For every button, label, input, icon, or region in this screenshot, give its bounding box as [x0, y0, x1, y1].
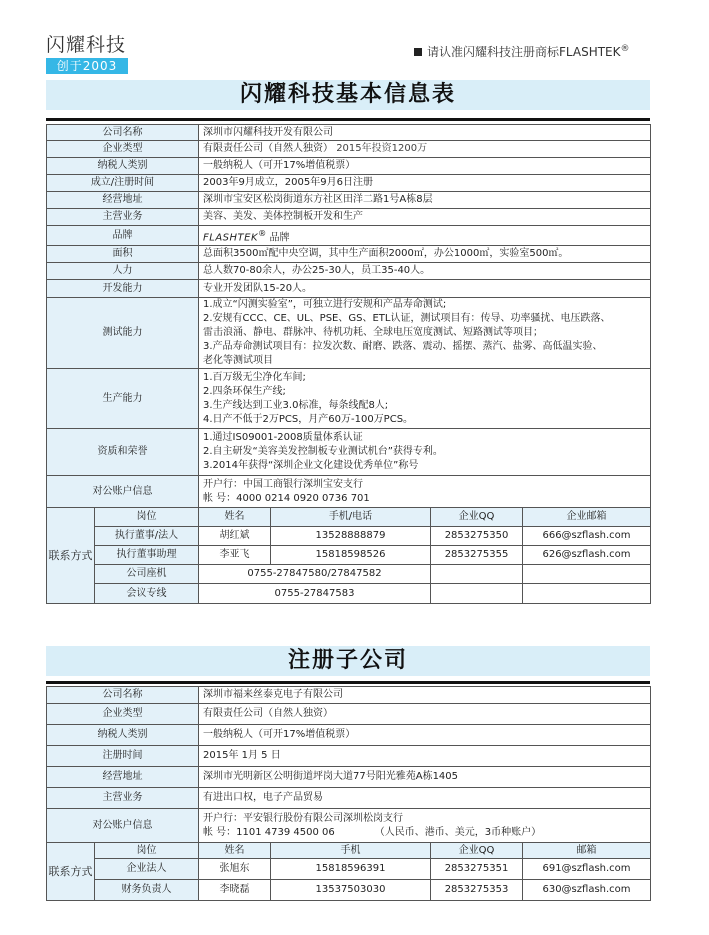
row-value: 一般纳税人（可开17%增值税票）	[199, 158, 651, 175]
contact-row	[47, 546, 651, 565]
contact-phone: 15818598526	[271, 546, 431, 565]
row-label: 面积	[47, 246, 199, 263]
contact-row	[47, 565, 651, 584]
row-label: 经营地址	[47, 767, 199, 788]
row-label: 公司名称	[47, 125, 199, 141]
row-value: 美容、美发、美体控制板开发和生产	[199, 209, 651, 226]
contact-phone: 0755-27847583	[199, 584, 431, 604]
table-row	[47, 429, 651, 476]
production-label: 生产能力	[47, 369, 199, 429]
production-line: 2.四条环保生产线;	[203, 385, 286, 397]
contact-email: 630@szflash.com	[523, 880, 651, 901]
table-row	[47, 767, 651, 788]
row-label: 开发能力	[47, 280, 199, 298]
table-row	[47, 476, 651, 508]
row-value: 深圳市闪耀科技开发有限公司	[199, 125, 651, 141]
logo-name: 闪耀科技	[46, 34, 127, 56]
contact-role: 执行董事助理	[95, 546, 199, 565]
contact-vertical-label: 联系方式	[47, 843, 95, 901]
column-header: 岗位	[95, 843, 199, 859]
contact-phone: 0755-27847580/27847582	[199, 565, 431, 584]
table-row	[47, 809, 651, 843]
table-row	[47, 298, 651, 369]
row-label: 经营地址	[47, 192, 199, 209]
row-value: 专业开发团队15-20人。	[199, 280, 651, 298]
row-label: 主营业务	[47, 209, 199, 226]
contact-qq: 2853275355	[431, 546, 523, 565]
contact-name: 李晓磊	[199, 880, 271, 901]
row-value: 有限责任公司（自然人独资）	[203, 143, 333, 154]
bank-line: 帐 号：1101 4739 4500 06	[203, 826, 335, 838]
column-header: 手机	[271, 843, 431, 859]
honors-label: 资质和荣誉	[47, 429, 199, 476]
row-value: 有限责任公司（自然人独资）	[199, 704, 651, 725]
column-header: 姓名	[199, 843, 271, 859]
row-value: 深圳市光明新区公明街道坪岗大道77号阳光雅苑A栋1405	[199, 767, 651, 788]
slogan-text: 请认准闪耀科技注册商标FLASHTEK	[427, 45, 621, 59]
row-value: 总面积3500㎡配中央空调，其中生产面积2000㎡，办公1000㎡，实验室500㎡。	[199, 246, 651, 263]
row-label: 纳税人类别	[47, 158, 199, 175]
brand-name: FLASHTEK	[203, 232, 259, 244]
contact-name: 胡红斌	[199, 527, 271, 546]
contact-qq: 2853275350	[431, 527, 523, 546]
contact-qq: 2853275351	[431, 859, 523, 880]
contact-phone: 15818596391	[271, 859, 431, 880]
subsidiary-table	[46, 686, 651, 901]
row-value: 2015年 1月 5 日	[199, 746, 651, 767]
bank-label: 对公账户信息	[47, 809, 199, 843]
contact-row	[47, 584, 651, 604]
contact-qq: 2853275353	[431, 880, 523, 901]
table-row	[47, 369, 651, 429]
contact-vertical-label: 联系方式	[47, 508, 95, 604]
table-row	[47, 704, 651, 725]
table-row	[47, 280, 651, 298]
honors-line: 1.通过IS09001-2008质量体系认证	[203, 432, 363, 444]
column-header: 岗位	[95, 508, 199, 527]
honors-line: 2.自主研发“美容美发控制板专业测试机台”获得专利。	[203, 446, 443, 458]
contact-role: 会议专线	[95, 584, 199, 604]
contact-row	[47, 527, 651, 546]
row-value: 深圳市福来丝泰克电子有限公司	[199, 687, 651, 704]
bank-line: 开户行：平安银行股份有限公司深圳松岗支行	[203, 812, 403, 824]
row-value: 总人数70-80余人，办公25-30人，员工35-40人。	[199, 263, 651, 280]
column-header: 企业QQ	[431, 508, 523, 527]
section1-divider	[46, 118, 650, 121]
row-label: 纳税人类别	[47, 725, 199, 746]
column-header: 手机/电话	[271, 508, 431, 527]
investment-note: 2015年投资1200万	[336, 143, 428, 154]
section2-title: 注册子公司	[46, 646, 650, 676]
table-row	[47, 125, 651, 141]
testing-line: 2.安规有CCC、CE、UL、PSE、GS、ETL认证，测试项目有：传导、功率骚扰、电压跌落、	[203, 313, 611, 325]
section1-title: 闪耀科技基本信息表	[46, 80, 650, 110]
bank-label: 对公账户信息	[47, 476, 199, 508]
square-bullet-icon	[414, 48, 422, 56]
table-row	[47, 141, 651, 158]
table-row	[47, 746, 651, 767]
row-label: 企业类型	[47, 141, 199, 158]
contact-name: 张旭东	[199, 859, 271, 880]
contact-email: 691@szflash.com	[523, 859, 651, 880]
currency-note: （人民币、港币、美元，3币种账户）	[374, 826, 542, 838]
column-header: 企业邮箱	[523, 508, 651, 527]
table-row	[47, 158, 651, 175]
contact-role: 财务负责人	[95, 880, 199, 901]
column-header: 邮箱	[523, 843, 651, 859]
production-line: 4.日产不低于2万PCS，月产60万-100万PCS。	[203, 413, 414, 425]
table-row	[47, 788, 651, 809]
table-row	[47, 725, 651, 746]
contact-row	[47, 859, 651, 880]
table-row	[47, 263, 651, 280]
testing-line: 1.成立“闪测实验室”，可独立进行安规和产品寿命测试;	[203, 299, 447, 311]
table-row	[47, 687, 651, 704]
basic-info-table	[46, 124, 651, 604]
row-label: 成立/注册时间	[47, 175, 199, 192]
contact-role: 执行董事/法人	[95, 527, 199, 546]
contact-email: 626@szflash.com	[523, 546, 651, 565]
production-line: 3.生产线达到工业3.0标准，每条线配8人;	[203, 399, 389, 411]
contact-phone: 13528888879	[271, 527, 431, 546]
table-row	[47, 192, 651, 209]
row-value: 一般纳税人（可开17%增值税票）	[199, 725, 651, 746]
logo-subtitle: 创于2003	[46, 58, 128, 74]
testing-line: 3.产品寿命测试项目有：拉发次数、耐磨、跌落、震动、摇摆、蒸汽、盐雾、高低温实验、	[203, 341, 603, 353]
row-label: 公司名称	[47, 687, 199, 704]
row-label: 企业类型	[47, 704, 199, 725]
company-logo	[46, 34, 128, 74]
bank-line: 开户行：中国工商银行深圳宝安支行	[203, 478, 363, 490]
column-header: 企业QQ	[431, 843, 523, 859]
contact-header-row	[47, 843, 651, 859]
row-label: 主营业务	[47, 788, 199, 809]
registered-mark: ®	[620, 44, 630, 54]
row-label: 注册时间	[47, 746, 199, 767]
testing-line: 老化等测试项目	[203, 355, 273, 367]
contact-header-row	[47, 508, 651, 527]
row-value: 品牌	[269, 232, 290, 244]
contact-role: 企业法人	[95, 859, 199, 880]
table-row	[47, 209, 651, 226]
contact-name: 李亚飞	[199, 546, 271, 565]
contact-role: 公司座机	[95, 565, 199, 584]
trademark-slogan	[414, 43, 630, 60]
table-row	[47, 175, 651, 192]
row-value: 有进出口权，电子产品贸易	[199, 788, 651, 809]
contact-email: 666@szflash.com	[523, 527, 651, 546]
honors-line: 3.2014年获得“深圳企业文化建设优秀单位”称号	[203, 460, 419, 472]
section2-divider	[46, 681, 650, 684]
table-row	[47, 246, 651, 263]
testing-line: 雷击浪涌、静电、群脉冲、待机功耗、全球电压宽度测试、短路测试等项目；	[203, 327, 543, 339]
row-label: 人力	[47, 263, 199, 280]
production-line: 1.百万级无尘净化车间;	[203, 371, 306, 383]
column-header: 姓名	[199, 508, 271, 527]
registered-mark: ®	[258, 228, 267, 238]
bank-line: 帐 号：4000 0214 0920 0736 701	[203, 492, 370, 504]
row-label: 品牌	[47, 226, 199, 246]
row-value: 深圳市宝安区松岗街道东方社区田洋二路1号A栋8层	[199, 192, 651, 209]
contact-row	[47, 880, 651, 901]
contact-phone: 13537503030	[271, 880, 431, 901]
table-row	[47, 226, 651, 246]
row-value: 2003年9月成立，2005年9月6日注册	[199, 175, 651, 192]
testing-label: 测试能力	[47, 298, 199, 369]
